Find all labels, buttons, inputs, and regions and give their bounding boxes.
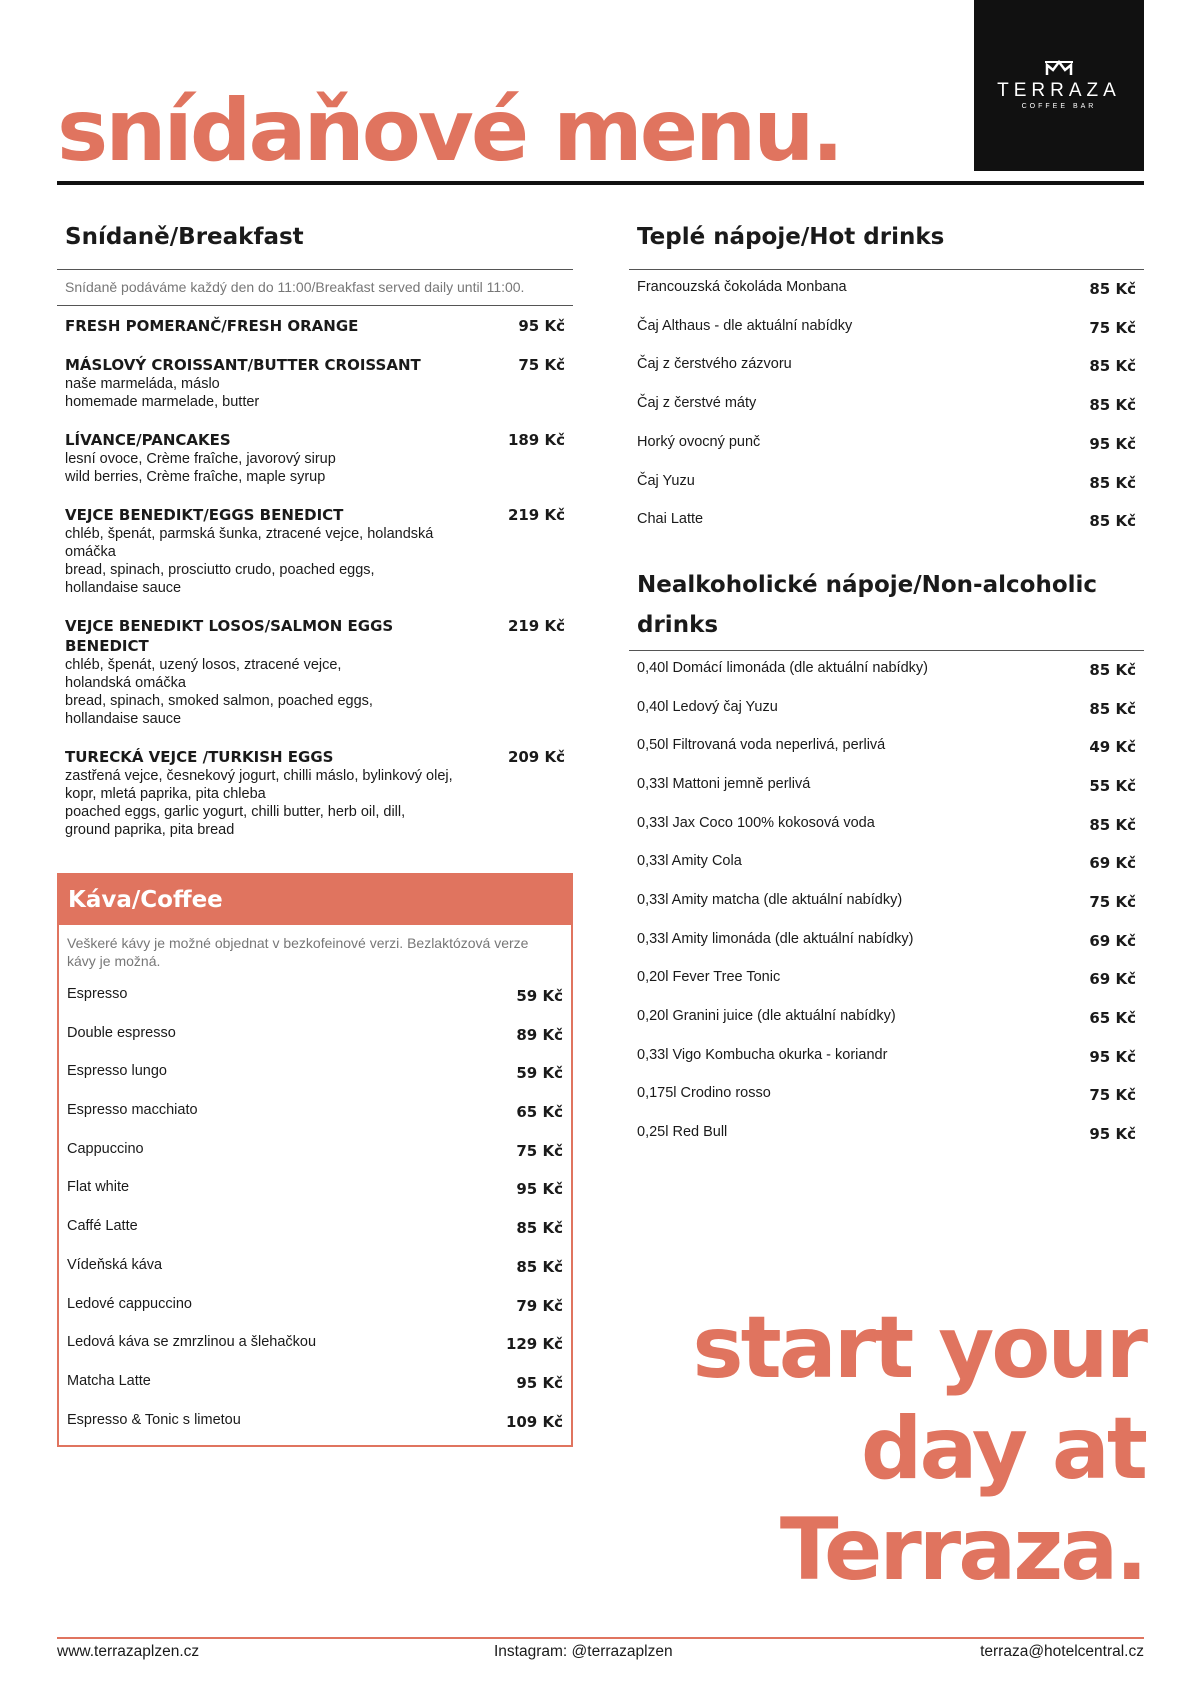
breakfast-item-desc-en: bread, spinach, smoked salmon, poached eggs, hollandaise sauce bbox=[65, 693, 373, 728]
soft-drink-item-row bbox=[629, 961, 1144, 1000]
breakfast-item bbox=[57, 430, 573, 486]
breakfast-item-price: 75 Kč bbox=[518, 356, 565, 375]
hot-drink-item-row bbox=[629, 503, 1144, 542]
breakfast-item-desc-en: bread, spinach, prosciutto crudo, poached eggs, hollandaise sauce bbox=[65, 562, 375, 597]
breakfast-item-price: 219 Kč bbox=[507, 617, 565, 636]
hot-drink-item-name: Čaj z čerstvé máty bbox=[637, 395, 757, 412]
breakfast-item-name: FRESH POMERANČ/FRESH ORANGE bbox=[65, 317, 359, 336]
soft-drink-item-row bbox=[629, 845, 1144, 884]
coffee-item-name: Cappuccino bbox=[67, 1140, 144, 1157]
soft-drink-item-name: 0,40l Ledový čaj Yuzu bbox=[637, 698, 778, 715]
breakfast-item-description bbox=[65, 525, 565, 597]
soft-drink-item-row bbox=[629, 1077, 1144, 1116]
soft-drink-item-name: 0,50l Filtrovaná voda neperlivá, perlivá bbox=[637, 737, 886, 754]
soft-drink-item-price: 69 Kč bbox=[1089, 970, 1136, 989]
coffee-item-name: Ledová káva se zmrzlinou a šlehačkou bbox=[67, 1334, 317, 1351]
breakfast-item-price: 219 Kč bbox=[507, 506, 565, 525]
coffee-item-row bbox=[59, 1094, 571, 1133]
tagline-line-1: start your bbox=[692, 1298, 1145, 1398]
soft-drink-item-row bbox=[629, 884, 1144, 923]
coffee-item-price: 59 Kč bbox=[516, 1064, 563, 1083]
coffee-section bbox=[57, 873, 573, 1447]
breakfast-item-description bbox=[65, 375, 565, 411]
coffee-item-price: 85 Kč bbox=[516, 1219, 563, 1238]
hot-drink-item-row bbox=[629, 271, 1144, 310]
soft-drink-item-price: 95 Kč bbox=[1089, 1047, 1136, 1066]
soft-drink-item-row bbox=[629, 1000, 1144, 1039]
coffee-item-price: 129 Kč bbox=[505, 1335, 563, 1354]
breakfast-item-name: LÍVANCE/PANCAKES bbox=[65, 431, 231, 450]
hot-drink-item-price: 85 Kč bbox=[1089, 280, 1136, 299]
hot-drink-item-row bbox=[629, 426, 1144, 465]
hot-drink-item-price: 85 Kč bbox=[1089, 512, 1136, 531]
soft-drink-item-price: 55 Kč bbox=[1089, 776, 1136, 795]
coffee-item-row bbox=[59, 1171, 571, 1210]
breakfast-note-divider bbox=[57, 305, 573, 306]
soft-drink-item-row bbox=[629, 768, 1144, 807]
breakfast-item-price: 189 Kč bbox=[507, 431, 565, 450]
footer-instagram-link[interactable]: Instagram: @terrazaplzen bbox=[494, 1643, 673, 1660]
coffee-item-row bbox=[59, 1210, 571, 1249]
header-divider bbox=[57, 181, 1144, 185]
crown-logo-icon bbox=[974, 60, 1144, 76]
hot-drink-item-row bbox=[629, 348, 1144, 387]
soft-drink-item-price: 69 Kč bbox=[1089, 931, 1136, 950]
breakfast-item-desc-en: homemade marmelade, butter bbox=[65, 394, 260, 411]
terraza-logo bbox=[974, 0, 1144, 171]
coffee-item-row bbox=[59, 1249, 571, 1288]
footer-email-link[interactable]: terraza@hotelcentral.cz bbox=[980, 1643, 1144, 1660]
coffee-item-name: Espresso bbox=[67, 986, 128, 1002]
soft-drink-item-name: 0,20l Fever Tree Tonic bbox=[637, 969, 781, 986]
coffee-item-name: Flat white bbox=[67, 1179, 130, 1196]
soft-drink-item-price: 85 Kč bbox=[1089, 660, 1136, 679]
breakfast-item-desc-cz: chléb, špenát, uzený losos, ztracené vejce, holandská omáčka bbox=[65, 657, 342, 692]
coffee-item-row bbox=[59, 1326, 571, 1365]
tagline-line-3: Terraza. bbox=[779, 1500, 1145, 1600]
drinks-column bbox=[629, 210, 1144, 1155]
soft-drink-item-row bbox=[629, 923, 1144, 962]
hot-drink-item-price: 85 Kč bbox=[1089, 357, 1136, 376]
soft-drink-item-name: 0,40l Domácí limonáda (dle aktuální nabídky) bbox=[637, 659, 928, 676]
footer-divider bbox=[57, 1637, 1144, 1639]
hot-drink-item-price: 85 Kč bbox=[1089, 396, 1136, 415]
soft-drink-item-price: 95 Kč bbox=[1089, 1125, 1136, 1144]
coffee-item-name: Espresso macchiato bbox=[67, 1102, 198, 1119]
soft-drink-item-row bbox=[629, 729, 1144, 768]
soft-drink-item-price: 75 Kč bbox=[1089, 893, 1136, 912]
coffee-item-name: Matcha Latte bbox=[67, 1372, 151, 1389]
coffee-item-price: 79 Kč bbox=[516, 1296, 563, 1315]
breakfast-item bbox=[57, 355, 573, 411]
soft-drink-item-name: 0,33l Vigo Kombucha okurka - koriandr bbox=[637, 1046, 888, 1063]
logo-name: TERRAZA bbox=[997, 80, 1121, 101]
coffee-item-name: Ledové cappuccino bbox=[67, 1295, 192, 1312]
coffee-heading: Káva/Coffee bbox=[59, 875, 571, 925]
hot-drink-item-price: 95 Kč bbox=[1089, 434, 1136, 453]
breakfast-item-desc-cz: chléb, špenát, parmská šunka, ztracené vejce, holandská omáčka bbox=[65, 526, 434, 561]
breakfast-item-price: 209 Kč bbox=[507, 748, 565, 767]
coffee-item-price: 95 Kč bbox=[516, 1180, 563, 1199]
soft-drink-item-row bbox=[629, 652, 1144, 691]
breakfast-item-name: VEJCE BENEDIKT LOSOS/SALMON EGGS BENEDICT bbox=[65, 617, 394, 656]
breakfast-item-description bbox=[65, 767, 565, 839]
hot-drink-item-name: Čaj z čerstvého zázvoru bbox=[637, 356, 792, 373]
breakfast-item-name: VEJCE BENEDIKT/EGGS BENEDICT bbox=[65, 506, 344, 525]
soft-drink-item-price: 75 Kč bbox=[1089, 1086, 1136, 1105]
hot-drink-item-name: Chai Latte bbox=[637, 511, 704, 528]
hot-drinks-list bbox=[629, 270, 1144, 542]
breakfast-item-name: TURECKÁ VEJCE /TURKISH EGGS bbox=[65, 748, 334, 767]
breakfast-item bbox=[57, 505, 573, 597]
tagline bbox=[692, 1298, 1145, 1601]
coffee-item-row bbox=[59, 1365, 571, 1404]
breakfast-item-desc-cz: naše marmeláda, máslo bbox=[65, 376, 220, 393]
soft-drink-item-name: 0,33l Jax Coco 100% kokosová voda bbox=[637, 814, 875, 831]
soft-drink-item-price: 65 Kč bbox=[1089, 1009, 1136, 1028]
tagline-line-2: day at bbox=[860, 1399, 1145, 1499]
soft-drink-item-name: 0,33l Amity limonáda (dle aktuální nabídky) bbox=[637, 930, 914, 947]
coffee-list bbox=[59, 978, 571, 1442]
soft-drink-item-name: 0,25l Red Bull bbox=[637, 1124, 728, 1141]
breakfast-section bbox=[57, 210, 573, 839]
breakfast-item-name: MÁSLOVÝ CROISSANT/BUTTER CROISSANT bbox=[65, 356, 421, 375]
breakfast-list bbox=[57, 316, 573, 839]
coffee-item-row bbox=[59, 1017, 571, 1056]
coffee-item-name: Vídeňská káva bbox=[67, 1256, 163, 1273]
hot-drinks-heading: Teplé nápoje/Hot drinks bbox=[629, 210, 1144, 270]
coffee-note: Veškeré kávy je možné objednat v bezkofeinové verzi. Bezlaktózová verze kávy je možná. bbox=[67, 935, 529, 969]
hot-drink-item-price: 75 Kč bbox=[1089, 318, 1136, 337]
soft-drinks-heading: Nealkoholické nápoje/Non-alcoholic drinks bbox=[629, 561, 1144, 651]
soft-drink-item-price: 69 Kč bbox=[1089, 854, 1136, 873]
breakfast-item bbox=[57, 316, 573, 336]
breakfast-item bbox=[57, 747, 573, 839]
hot-drink-item-row bbox=[629, 310, 1144, 349]
breakfast-item-desc-en: poached eggs, garlic yogurt, chilli butter, herb oil, dill, ground paprika, pita bread bbox=[65, 804, 406, 839]
breakfast-note: Snídaně podáváme každý den do 11:00/Breakfast served daily until 11:00. bbox=[65, 279, 525, 296]
breakfast-item-desc-en: wild berries, Crème fraîche, maple syrup bbox=[65, 469, 326, 486]
coffee-item-name: Espresso lungo bbox=[67, 1063, 167, 1080]
hot-drink-item-row bbox=[629, 387, 1144, 426]
footer-website-link[interactable]: www.terrazaplzen.cz bbox=[57, 1643, 200, 1660]
soft-drink-item-row bbox=[629, 691, 1144, 730]
breakfast-item-desc-cz: zastřená vejce, česnekový jogurt, chilli máslo, bylinkový olej, kopr, mletá paprika, pita chleba bbox=[65, 768, 453, 803]
coffee-item-row bbox=[59, 978, 571, 1017]
coffee-item-name: Espresso & Tonic s limetou bbox=[67, 1411, 241, 1428]
hot-drink-item-name: Čaj Althaus - dle aktuální nabídky bbox=[637, 317, 853, 334]
soft-drink-item-row bbox=[629, 807, 1144, 846]
soft-drink-item-name: 0,20l Granini juice (dle aktuální nabídky) bbox=[637, 1008, 896, 1025]
breakfast-item-desc-cz: lesní ovoce, Crème fraîche, javorový sirup bbox=[65, 451, 336, 468]
coffee-item-row bbox=[59, 1288, 571, 1327]
soft-drinks-list bbox=[629, 651, 1144, 1155]
soft-drink-item-name: 0,175l Crodino rosso bbox=[637, 1085, 771, 1102]
coffee-item-row bbox=[59, 1055, 571, 1094]
hot-drink-item-row bbox=[629, 465, 1144, 504]
coffee-item-price: 75 Kč bbox=[516, 1141, 563, 1160]
coffee-item-row bbox=[59, 1133, 571, 1172]
soft-drink-item-name: 0,33l Amity Cola bbox=[637, 853, 742, 870]
coffee-item-name: Caffé Latte bbox=[67, 1218, 138, 1235]
coffee-item-price: 65 Kč bbox=[516, 1103, 563, 1122]
soft-drink-item-row bbox=[629, 1116, 1144, 1155]
breakfast-item-description bbox=[65, 656, 565, 728]
menu-title: snídaňové menu. bbox=[57, 81, 842, 181]
coffee-item-name: Double espresso bbox=[67, 1024, 176, 1041]
soft-drink-item-name: 0,33l Amity matcha (dle aktuální nabídky) bbox=[637, 892, 903, 909]
hot-drink-item-name: Francouzská čokoláda Monbana bbox=[637, 279, 847, 296]
coffee-item-price: 109 Kč bbox=[505, 1412, 563, 1431]
breakfast-item-price: 95 Kč bbox=[518, 317, 565, 336]
hot-drink-item-price: 85 Kč bbox=[1089, 473, 1136, 492]
coffee-item-row bbox=[59, 1404, 571, 1443]
logo-subtitle: COFFEE BAR bbox=[1021, 103, 1097, 110]
soft-drink-item-price: 85 Kč bbox=[1089, 815, 1136, 834]
soft-drink-item-row bbox=[629, 1039, 1144, 1078]
hot-drink-item-name: Čaj Yuzu bbox=[637, 472, 695, 489]
soft-drink-item-price: 85 Kč bbox=[1089, 699, 1136, 718]
hot-drink-item-name: Horký ovocný punč bbox=[637, 433, 761, 450]
soft-drink-item-name: 0,33l Mattoni jemně perlivá bbox=[637, 775, 811, 792]
breakfast-item bbox=[57, 616, 573, 728]
coffee-item-price: 89 Kč bbox=[516, 1025, 563, 1044]
coffee-item-price: 59 Kč bbox=[516, 987, 563, 1005]
coffee-item-price: 95 Kč bbox=[516, 1373, 563, 1392]
soft-drink-item-price: 49 Kč bbox=[1089, 738, 1136, 757]
breakfast-heading: Snídaně/Breakfast bbox=[57, 210, 573, 270]
coffee-item-price: 85 Kč bbox=[516, 1257, 563, 1276]
breakfast-item-description bbox=[65, 450, 565, 486]
